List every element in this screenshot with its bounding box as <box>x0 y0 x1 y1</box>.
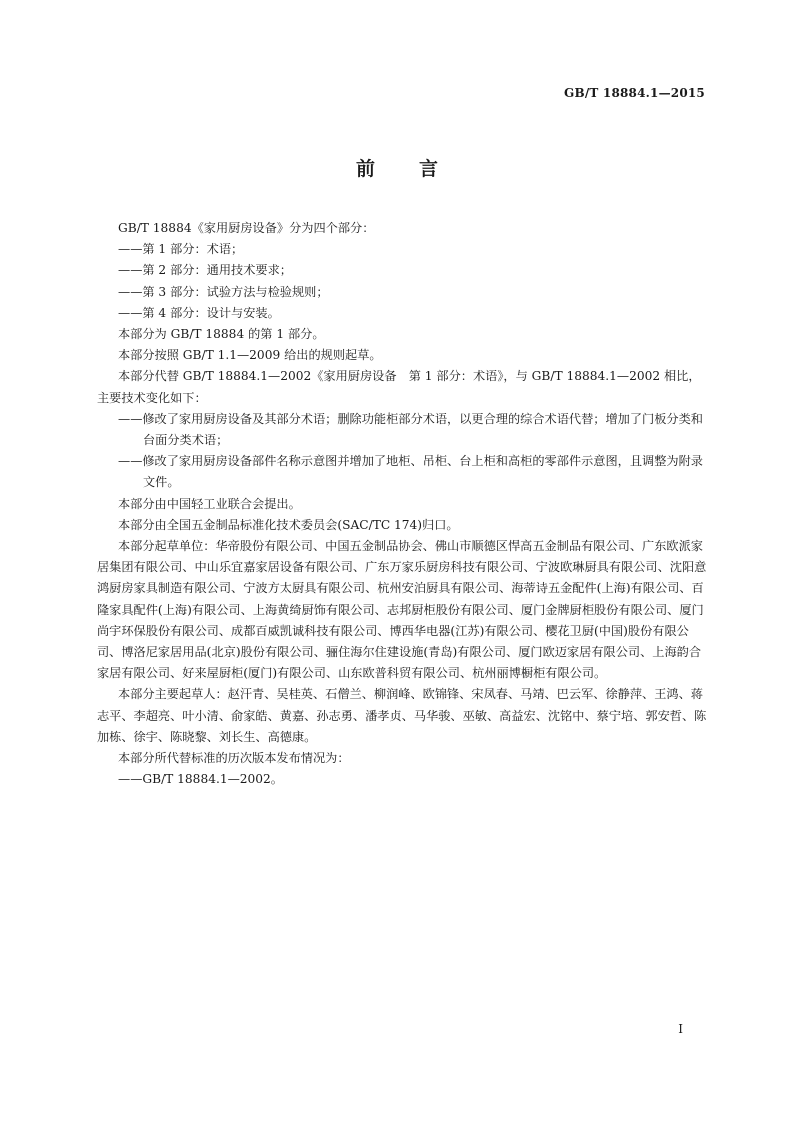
list-item-part-4: ——第 4 部分：设计与安装。 <box>118 305 280 320</box>
paragraph-drafting-rules: 本部分按照 GB/T 1.1—2009 给出的规则起草。 <box>118 348 382 363</box>
list-item-change-1: ——修改了家用厨房设备及其部分术语；删除功能柜部分术语，以更合理的综合术语代替；增加了门板分类和台面分类术语； <box>118 411 703 448</box>
list-item-part-3: ——第 3 部分：试验方法与检验规则； <box>118 284 329 299</box>
paragraph-under-jurisdiction: 本部分由全国五金制品标准化技术委员会(SAC/TC 174)归口。 <box>118 517 459 532</box>
page-title: 前言 <box>355 158 482 180</box>
standard-code: GB/T 18884.1—2015 <box>564 86 705 100</box>
paragraph-history-intro: 本部分所代替标准的历次版本发布情况为： <box>118 751 350 766</box>
paragraph-this-part: 本部分为 GB/T 18884 的第 1 部分。 <box>118 327 325 342</box>
list-item-part-1: ——第 1 部分：术语； <box>118 242 244 257</box>
page-number: I <box>678 1022 683 1036</box>
paragraph-replaces: 本部分代替 GB/T 18884.1—2002《家用厨房设备 第 1 部分：术语》，与 GB/T 18884.1—2002 相比，主要技术变化如下： <box>97 369 701 405</box>
paragraph-drafting-units: 本部分起草单位：华帝股份有限公司、中国五金制品协会、佛山市顺德区悍高五金制品有限公司、广东欧派家居集团有限公司、中山乐宜嘉家居设备有限公司、广东万家乐厨房科技有限公司、宁波欧琳厨具有限公司、沈阳意鸿厨房家具制造有限公司、宁波方太厨具有限公司、杭州安泊厨具有限公司、海蒂诗五金配件(上海)有限公司、百隆家具配件(上海)有限公司、上海黄绮厨饰有限公司、志邦厨柜股份有限公司、厦门金牌厨柜股份有限公司、厦门尚宇环保股份有限公司、成都百威凯诚科技有限公司、博西华电器(江苏)有限公司、樱花卫厨(中国)股份有限公司、博洛尼家居用品(北京)股份有限公司、骊住海尔住建设施(青岛)有限公司、厦门欧迈家居有限公司、上海韵合家居有限公司、好来屋厨柜(厦门)有限公司、山东欧普科贸有限公司、杭州丽博橱柜有限公司。 <box>97 539 707 681</box>
list-item-change-2: ——修改了家用厨房设备部件名称示意图并增加了地柜、吊柜、台上柜和高柜的零部件示意图，且调整为附录文件。 <box>118 454 703 490</box>
paragraph-drafters: 本部分主要起草人：赵汗青、吴桂英、石僧兰、柳润峰、欧锦锋、宋凤春、马靖、巴云军、徐静萍、王鸿、蒋志平、李超亮、叶小清、俞家皓、黄嘉、孙志勇、潘孝贞、马华骏、巫敏、高益宏、沈铭中、蔡宁培、郭安哲、陈加栋、徐宇、陈晓黎、刘长生、高德康。 <box>97 687 707 744</box>
list-item-history-2002: ——GB/T 18884.1—2002。 <box>118 772 283 787</box>
paragraph-parts-intro: GB/T 18884《家用厨房设备》分为四个部分： <box>118 221 375 235</box>
foreword-body <box>97 218 707 790</box>
list-item-part-2: ——第 2 部分：通用技术要求； <box>118 263 292 278</box>
paragraph-proposed-by: 本部分由中国轻工业联合会提出。 <box>118 496 301 511</box>
